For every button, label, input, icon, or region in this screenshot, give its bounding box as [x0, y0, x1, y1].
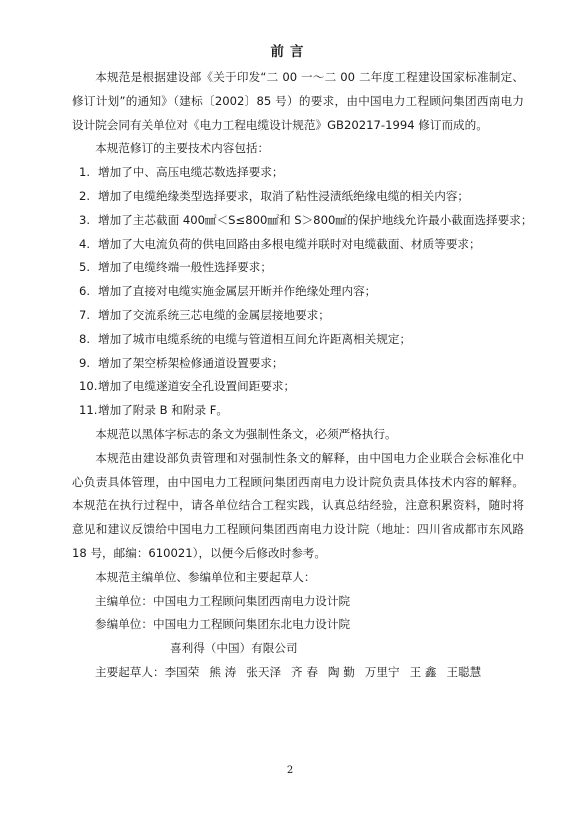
- participating-unit-label: 参编单位：: [95, 617, 153, 632]
- list-item: [72, 233, 524, 257]
- participating-unit-name: 喜利得（中国）有限公司: [170, 641, 298, 656]
- drafter-name: 齐 春: [291, 664, 318, 679]
- drafter-name: 陶 勤: [327, 664, 355, 679]
- participating-unit-line: [72, 613, 524, 637]
- list-item: [72, 304, 524, 328]
- list-item-text: 增加了主芯截面 400㎟＜S≤800㎟和 S＞800㎟的保护地线允许最小截面选择要求；: [98, 212, 533, 227]
- list-item-number: 8.: [79, 331, 91, 346]
- page-title: 前言: [270, 44, 310, 60]
- chief-unit-label: 主编单位：: [95, 593, 153, 608]
- list-item-number: 5.: [79, 260, 91, 275]
- list-item: [72, 161, 524, 185]
- intro-paragraph: 本规范是根据建设部《关于印发“二 00 一～二 00 二年度工程建设国家标准制定、修订计划”的通知》（建标〔2002〕85 号）的要求，由中国电力工程顾问集团西南电力设计院会同有关单位对《电力工程电缆设计规范》GB20217-1994 修订而成的。: [72, 70, 524, 132]
- list-item-number: 7.: [79, 307, 91, 322]
- list-item-number: 1.: [79, 165, 91, 180]
- participating-unit-line-2: [72, 637, 524, 661]
- chief-unit-line: [72, 590, 524, 614]
- list-item-text: 增加了大电流负荷的供电回路由多根电缆并联时对电缆截面、材质等要求；: [98, 236, 481, 251]
- list-item: [72, 209, 533, 233]
- list-item-number: 2.: [79, 188, 91, 203]
- revision-list: [72, 161, 533, 423]
- drafter-name: 万里宁: [364, 664, 400, 679]
- list-item-number: 10.: [79, 379, 98, 394]
- drafter-name: 王聪慧: [446, 664, 482, 679]
- list-item-number: 11.: [79, 403, 98, 418]
- drafters-line: [72, 661, 524, 685]
- list-item-number: 9.: [79, 355, 91, 370]
- drafter-name: 熊 涛: [209, 664, 237, 679]
- list-item-text: 增加了电缆遂道安全孔设置间距要求；: [98, 379, 296, 394]
- list-item-text: 增加了交流系统三芯电缆的金属层接地要求；: [98, 307, 330, 322]
- list-item: [72, 375, 524, 399]
- drafter-name: 李国荣: [164, 664, 200, 679]
- management-paragraph: 本规范由建设部负责管理和对强制性条文的解释，由中国电力企业联合会标准化中心负责具体管理，由中国电力工程顾问集团西南电力设计院负责具体技术内容的解释。本规范在执行过程中，请各单位结合工程实践，认真总结经验，注意积累资料，随时将意见和建议反馈给中国电力工程顾问集团西南电力设计院（地址：四川省成都市东风路 18 号，邮编：610021），以便今后修改时参考。: [72, 450, 524, 560]
- revision-lead-paragraph: 本规范修订的主要技术内容包括：: [95, 141, 270, 156]
- mandatory-paragraph: 本规范以黑体字标志的条文为强制性条文，必须严格执行。: [95, 426, 397, 441]
- list-item: [72, 185, 524, 209]
- list-item-text: 增加了城市电缆系统的电缆与管道相互间允许距离相关规定；: [98, 331, 412, 346]
- list-item-number: 6.: [79, 284, 91, 299]
- list-item: [72, 399, 524, 423]
- list-item-number: 3.: [79, 212, 91, 227]
- units-lead-paragraph: 本规范主编单位、参编单位和主要起草人：: [95, 569, 316, 584]
- drafter-name: 张天泽: [246, 664, 282, 679]
- chief-unit-name: 中国电力工程顾问集团西南电力设计院: [152, 593, 351, 608]
- list-item-text: 增加了架空桥架检修通道设置要求；: [98, 355, 284, 370]
- list-item-text: 增加了电缆绝缘类型选择要求，取消了粘性浸渍纸绝缘电缆的相关内容；: [98, 188, 470, 203]
- document-body: [72, 66, 533, 685]
- list-item: [72, 328, 524, 352]
- drafters-label: 主要起草人：: [95, 664, 165, 679]
- page-number: 2: [286, 765, 294, 776]
- list-item-text: 增加了中、高压电缆芯数选择要求；: [98, 165, 284, 180]
- participating-unit-name: 中国电力工程顾问集团东北电力设计院: [152, 617, 351, 632]
- list-item-text: 增加了附录 B 和附录 F。: [98, 403, 229, 418]
- list-item-text: 增加了直接对电缆实施金属层开断并作绝缘处理内容；: [98, 284, 377, 299]
- drafter-name: 王 鑫: [409, 664, 437, 679]
- list-item: [72, 256, 524, 280]
- list-item: [72, 280, 524, 304]
- list-item-text: 增加了电缆终端一般性选择要求；: [98, 260, 272, 275]
- list-item-number: 4.: [79, 236, 91, 251]
- list-item: [72, 352, 524, 376]
